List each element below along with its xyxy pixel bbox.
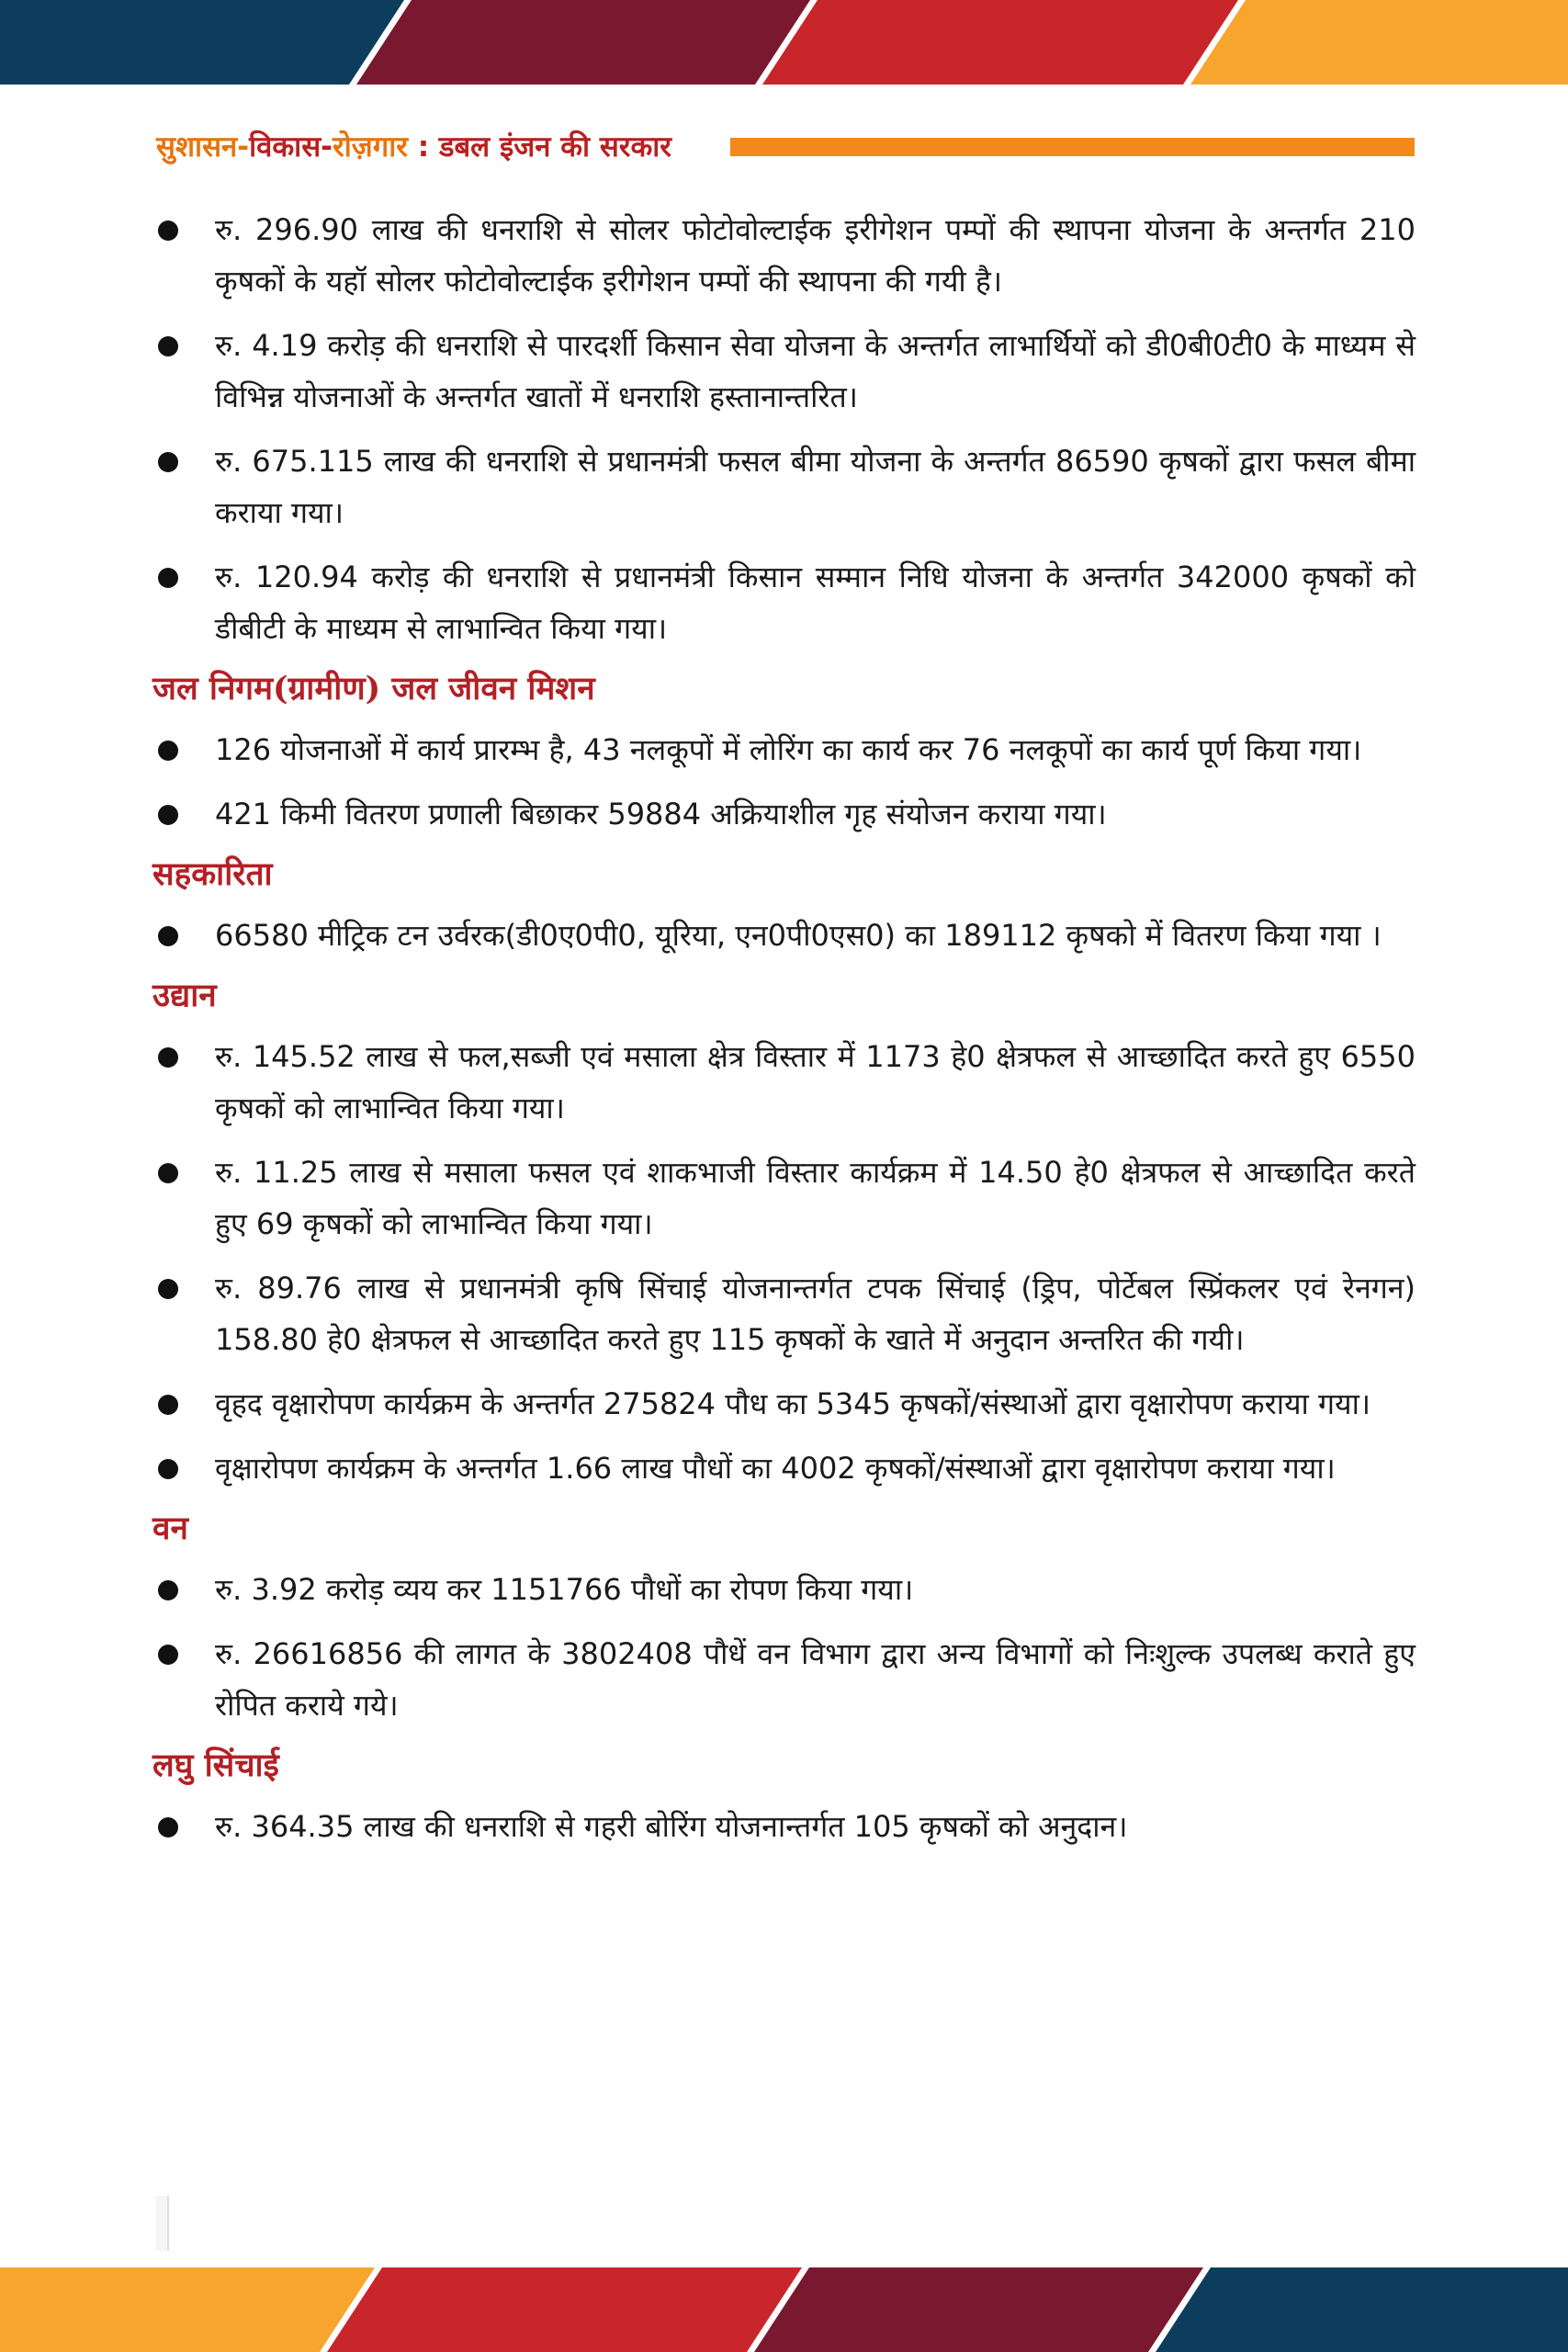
header-rule <box>730 138 1415 156</box>
top-color-band <box>0 0 1568 85</box>
header-title <box>156 125 671 169</box>
list-item-text: वृक्षारोपण कार्यक्रम के अन्तर्गत 1.66 लाख पौधों का 4002 कृषकों/संस्थाओं द्वारा वृक्षारोपण कराया गया। <box>215 1451 1336 1486</box>
section-list <box>152 910 1416 961</box>
list-item <box>152 1262 1416 1365</box>
intro-list <box>152 204 1416 654</box>
page-number-stripe <box>156 2196 169 2251</box>
list-item-text: रु. 89.76 लाख से प्रधानमंत्री कृषि सिंचाई योजनान्तर्गत टपक सिंचाई (ड्रिप, पोर्टेबल स्प्रिंकलर एवं रेनगन) 158.80 हे0 क्षेत्रफल से आच्छादित करते हुए 115 कृषकों के खाते में अनुदान अन्तरित की गयी। <box>215 1271 1416 1357</box>
list-item-text: रु. 120.94 करोड़ की धनराशि से प्रधानमंत्री किसान सम्मान निधि योजना के अन्तर्गत 342000 कृषकों को डीबीटी के माध्यम से लाभान्वित किया गया। <box>215 560 1416 646</box>
section-heading: जल निगम(ग्रामीण) जल जीवन मिशन <box>152 670 595 707</box>
list-item-text: रु. 11.25 लाख से मसाला फसल एवं शाकभाजी विस्तार कार्यक्रम में 14.50 हे0 क्षेत्रफल से आच्छादित करते हुए 69 कृषकों को लाभान्वित किया गया। <box>215 1155 1416 1241</box>
section-list <box>152 1031 1416 1494</box>
list-item-text: रु. 364.35 लाख की धनराशि से गहरी बोरिंग योजनान्तर्गत 105 कृषकों को अनुदान। <box>215 1809 1128 1844</box>
list-item <box>152 1442 1416 1494</box>
bottom-color-band <box>0 2267 1568 2352</box>
section-list <box>152 1564 1416 1731</box>
list-item-text: रु. 145.52 लाख से फल,सब्जी एवं मसाला क्षेत्र विस्तार में 1173 हे0 क्षेत्रफल से आच्छादित करते हुए 6550 कृषकों को लाभान्वित किया गया। <box>215 1039 1416 1125</box>
header-title-part: सुशासन- <box>156 130 250 164</box>
list-item <box>152 1378 1416 1430</box>
section-heading: सहकारिता <box>152 855 273 893</box>
list-item <box>152 1147 1416 1250</box>
bullet-icon <box>158 1459 178 1479</box>
section-heading: लघु सिंचाई <box>152 1747 279 1784</box>
bullet-icon <box>158 336 178 356</box>
section-list <box>152 1801 1416 1852</box>
bullet-icon <box>158 1047 178 1068</box>
bullet-icon <box>158 1279 178 1299</box>
list-item-text: रु. 675.115 लाख की धनराशि से प्रधानमंत्री फसल बीमा योजना के अन्तर्गत 86590 कृषकों द्वारा फसल बीमा कराया गया। <box>215 444 1416 530</box>
bullet-icon <box>158 1395 178 1415</box>
header-title-part: : डबल इंजन की सरकार <box>407 130 671 164</box>
list-item <box>152 724 1416 775</box>
bullet-icon <box>158 1817 178 1838</box>
bullet-icon <box>158 568 178 588</box>
list-item <box>152 204 1416 307</box>
bullet-icon <box>158 220 178 241</box>
bullet-icon <box>158 805 178 825</box>
page-number: 46 <box>195 2199 236 2234</box>
bullet-icon <box>158 741 178 761</box>
list-item <box>152 1628 1416 1731</box>
list-item-text: वृहद वृक्षारोपण कार्यक्रम के अन्तर्गत 275824 पौध का 5345 कृषकों/संस्थाओं द्वारा वृक्षारोपण कराया गया। <box>215 1386 1371 1421</box>
list-item-text: 421 किमी वितरण प्रणाली बिछाकर 59884 अक्रियाशील गृह संयोजन कराया गया। <box>215 797 1107 831</box>
list-item-text: 66580 मीट्रिक टन उर्वरक(डी0ए0पी0, यूरिया, एन0पी0एस0) का 189112 कृषको में वितरण किया गया । <box>215 918 1382 953</box>
list-item-text: रु. 296.90 लाख की धनराशि से सोलर फोटोवोल्टाईक इरीगेशन पम्पों की स्थापना योजना के अन्तर्गत 210 कृषकों के यहॉ सोलर फोटोवोल्टाईक इरीगेशन पम्पों की स्थापना की गयी है। <box>215 212 1416 299</box>
section-heading: उद्यान <box>152 977 217 1014</box>
list-item <box>152 1564 1416 1615</box>
list-item <box>152 910 1416 961</box>
list-item-text: रु. 4.19 करोड़ की धनराशि से पारदर्शी किसान सेवा योजना के अन्तर्गत लाभार्थियों को डी0बी0टी0 के माध्यम से विभिन्न योजनाओं के अन्तर्गत खातों में धनराशि हस्तानान्तरित। <box>215 328 1416 414</box>
list-item-text: रु. 3.92 करोड़ व्यय कर 1151766 पौधों का रोपण किया गया। <box>215 1572 914 1607</box>
list-item <box>152 788 1416 840</box>
bullet-icon <box>158 452 178 472</box>
header-title-part: विकास- <box>249 130 333 164</box>
section-heading: वन <box>152 1510 188 1547</box>
list-item <box>152 320 1416 423</box>
bullet-icon <box>158 1580 178 1600</box>
header-title-part: रोज़गार <box>333 130 408 164</box>
list-item <box>152 1031 1416 1134</box>
list-item <box>152 1801 1416 1852</box>
list-item <box>152 551 1416 654</box>
list-item-text: रु. 26616856 की लागत के 3802408 पौधें वन विभाग द्वारा अन्य विभागों को निःशुल्क उपलब्ध कराते हुए रोपित कराये गये। <box>215 1636 1416 1723</box>
list-item <box>152 435 1416 538</box>
section-list <box>152 724 1416 840</box>
bullet-icon <box>158 1645 178 1665</box>
page-number-tab <box>152 2187 290 2251</box>
bullet-icon <box>158 1163 178 1183</box>
page-content <box>152 204 1416 1865</box>
list-item-text: 126 योजनाओं में कार्य प्रारम्भ है, 43 नलकूपों में लोरिंग का कार्य कर 76 नलकूपों का कार्य पूर्ण किया गया। <box>215 732 1362 767</box>
running-header <box>156 125 1415 169</box>
bullet-icon <box>158 926 178 946</box>
